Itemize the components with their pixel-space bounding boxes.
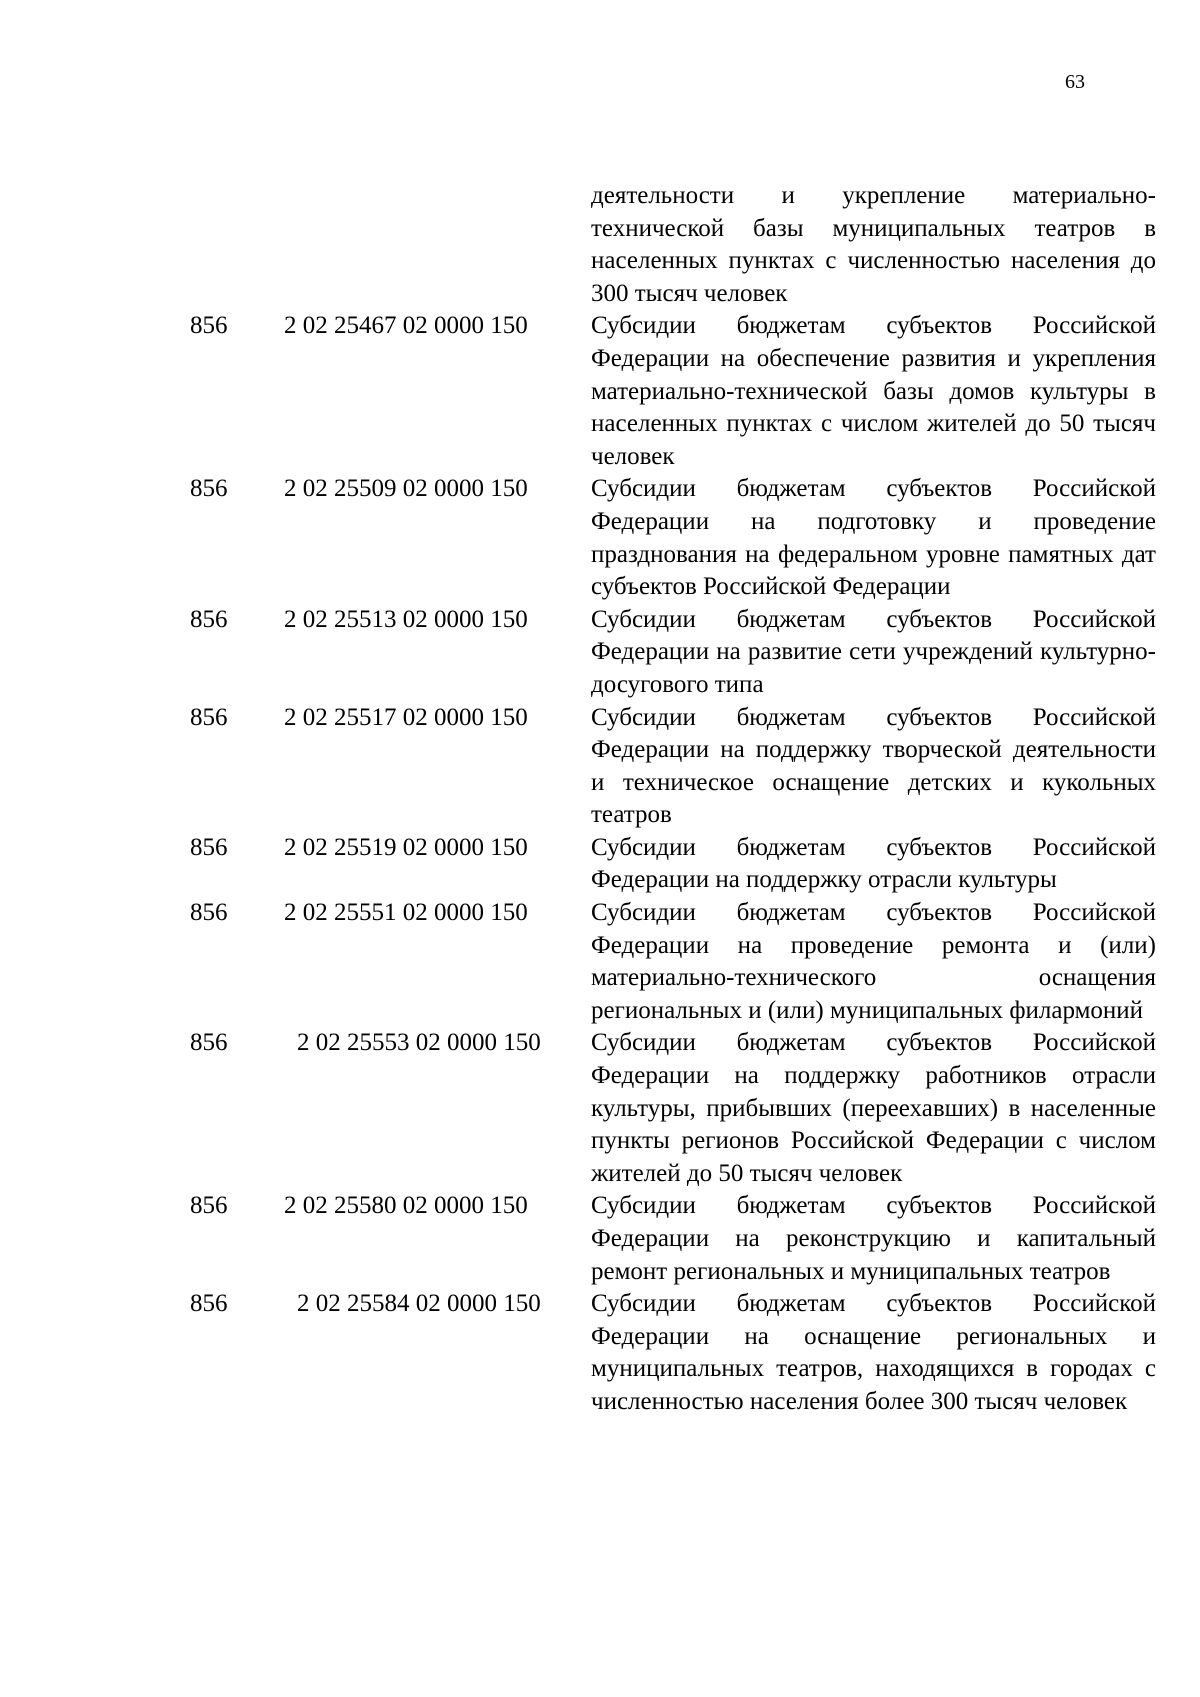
admin-code: 856 xyxy=(190,475,228,503)
admin-code: 856 xyxy=(190,1192,228,1220)
revenue-description: Субсидии бюджетам субъектов Российской Федерации на поддержку отрасли культуры xyxy=(591,833,1156,894)
table-row xyxy=(0,702,1200,832)
table-row xyxy=(0,604,1200,702)
budget-classification-code: 2 02 25513 02 0000 150 xyxy=(284,605,528,633)
table-row xyxy=(0,1190,1200,1288)
revenue-description: Субсидии бюджетам субъектов Российской Федерации на оснащение региональных и муниципальных театров, находящихся в городах с численностью населения более 300 тысяч человек xyxy=(591,1290,1156,1415)
budget-classification-code: 2 02 25580 02 0000 150 xyxy=(284,1192,528,1220)
admin-code: 856 xyxy=(190,899,228,927)
budget-classification-code: 2 02 25551 02 0000 150 xyxy=(284,899,528,927)
revenue-description: Субсидии бюджетам субъектов Российской Федерации на подготовку и проведение празднования на федеральном уровне памятных дат субъектов Российской Федерации xyxy=(591,475,1156,601)
revenue-description: Субсидии бюджетам субъектов Российской Федерации на обеспечение развития и укрепления материально-технической базы домов культуры в населенных пунктах с числом жителей до 50 тысяч человек xyxy=(591,312,1156,470)
table-row xyxy=(0,180,1200,310)
table-row xyxy=(0,897,1200,1027)
admin-code: 856 xyxy=(190,312,228,340)
table-row xyxy=(0,832,1200,897)
table-row xyxy=(0,1288,1200,1418)
admin-code: 856 xyxy=(190,1290,228,1318)
budget-classification-code: 2 02 25509 02 0000 150 xyxy=(284,475,528,503)
budget-classification-code: 2 02 25584 02 0000 150 xyxy=(297,1290,541,1318)
admin-code: 856 xyxy=(190,605,228,633)
budget-classification-code: 2 02 25519 02 0000 150 xyxy=(284,833,528,861)
page-number: 63 xyxy=(1065,71,1085,93)
revenue-description: Субсидии бюджетам субъектов Российской Федерации на реконструкцию и капитальный ремонт региональных и муниципальных театров xyxy=(591,1192,1156,1285)
table-row xyxy=(0,473,1200,603)
admin-code: 856 xyxy=(190,833,228,861)
revenue-description: Субсидии бюджетам субъектов Российской Федерации на поддержку работников отрасли культуры, прибывших (переехавших) в населенные пункты регионов Российской Федерации с числом жителей до 50 тысяч человек xyxy=(591,1029,1156,1187)
revenue-description: Субсидии бюджетам субъектов Российской Федерации на проведение ремонта и (или) материально-технического оснащения региональных и (или) муниципальных филармоний xyxy=(591,899,1156,1024)
table-row xyxy=(0,310,1200,473)
table-row xyxy=(0,1027,1200,1190)
budget-classification-code: 2 02 25467 02 0000 150 xyxy=(284,312,528,340)
budget-code-table xyxy=(0,180,1200,1419)
admin-code: 856 xyxy=(190,1029,228,1057)
admin-code: 856 xyxy=(190,703,228,731)
revenue-description: деятельности и укрепление материально-технической базы муниципальных театров в населенных пунктах с численностью населения до 300 тысяч человек xyxy=(591,182,1156,307)
revenue-description: Субсидии бюджетам субъектов Российской Федерации на поддержку творческой деятельности и техническое оснащение детских и кукольных театров xyxy=(591,703,1156,829)
revenue-description: Субсидии бюджетам субъектов Российской Федерации на развитие сети учреждений культурно-досугового типа xyxy=(591,605,1156,698)
budget-classification-code: 2 02 25553 02 0000 150 xyxy=(297,1029,541,1057)
budget-classification-code: 2 02 25517 02 0000 150 xyxy=(284,703,528,731)
